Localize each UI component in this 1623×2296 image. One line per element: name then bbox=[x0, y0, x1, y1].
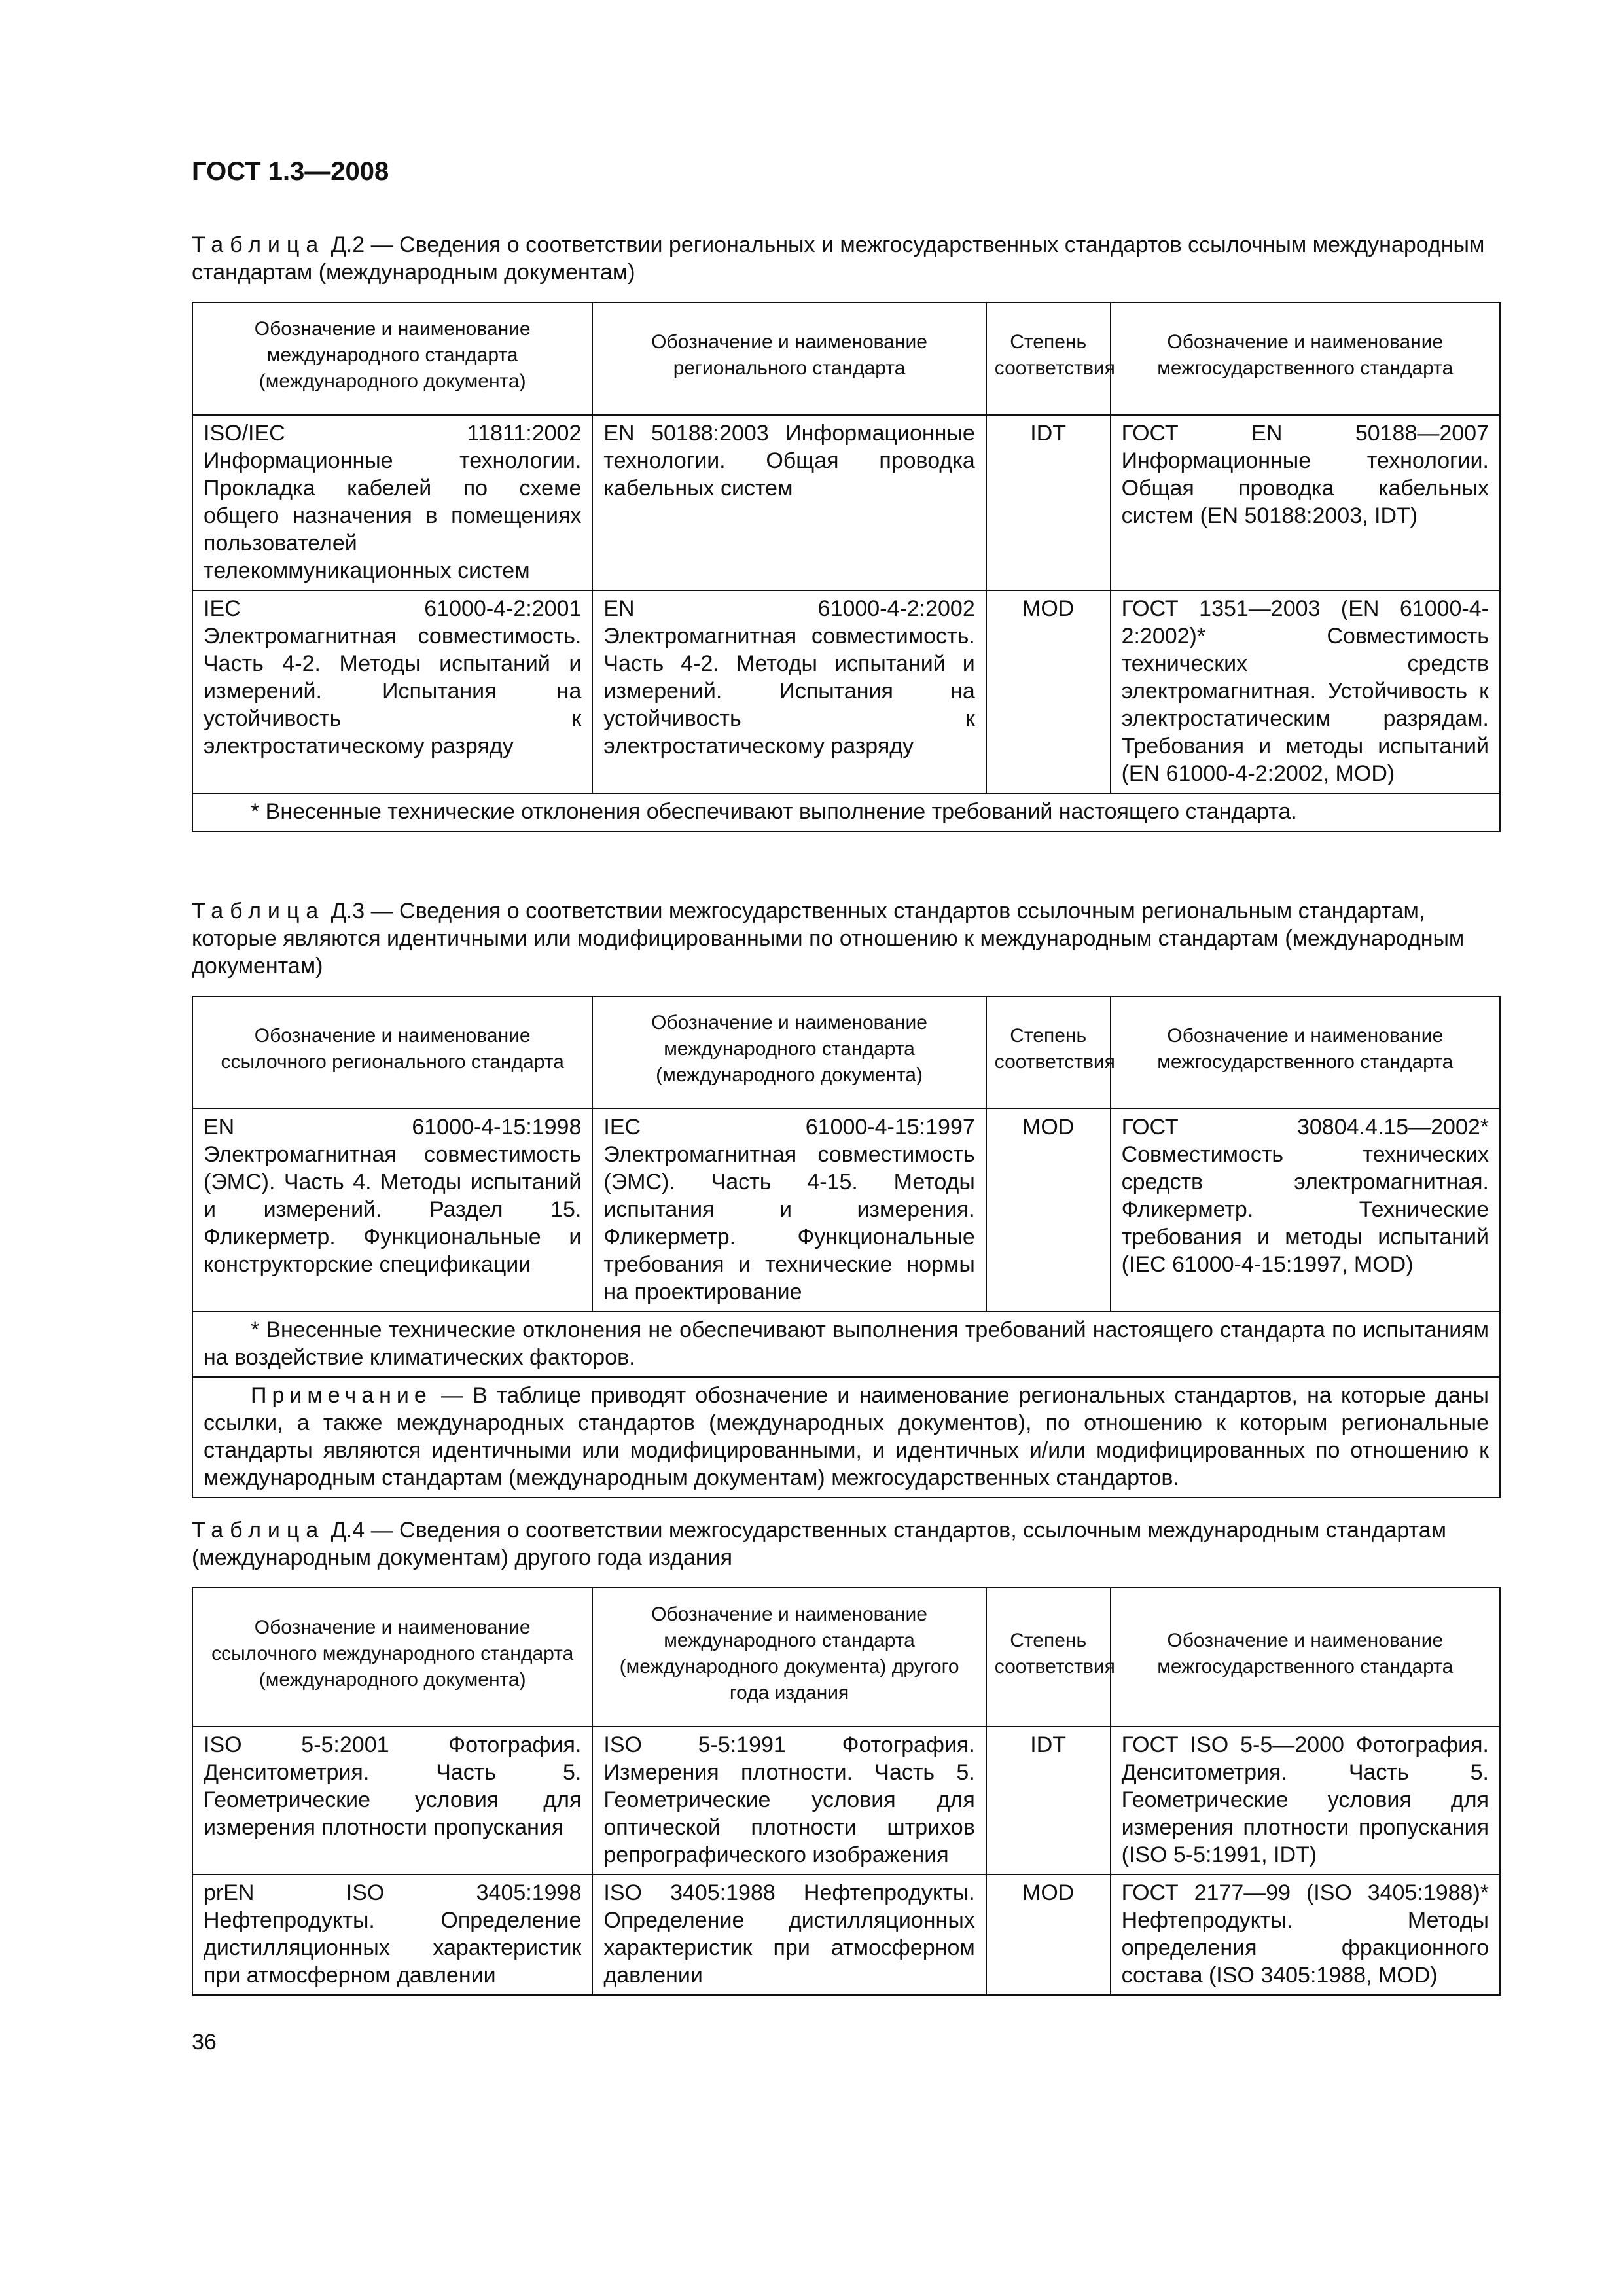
table-cell: ГОСТ 1351—2003 (EN 61000-4-2:2002)* Совместимость технических средств электромагнитная. Устойчивость к электростатическим разрядам. Требования и методы испытаний (EN 61000-4-2:2002, MOD) bbox=[1111, 590, 1500, 793]
table-row bbox=[192, 590, 1500, 793]
table-cell: ISO/IEC 11811:2002 Информационные технологии. Прокладка кабелей по схеме общего назначения в помещениях пользователей телекоммуникационных систем bbox=[192, 415, 592, 590]
column-header: Обозначение и наименование международного стандарта (международного документа) другого года издания bbox=[592, 1588, 986, 1727]
table-cell: IDT bbox=[986, 1727, 1111, 1874]
column-header: Обозначение и наименование межгосударственного стандарта bbox=[1111, 302, 1500, 415]
table-cell: ГОСТ EN 50188—2007 Информационные технологии. Общая проводка кабельных систем (EN 50188:2003, IDT) bbox=[1111, 415, 1500, 590]
column-header: Обозначение и наименование межгосударственного стандарта bbox=[1111, 1588, 1500, 1727]
note-text: — В таблице приводят обозначение и наименование региональных стандартов, на которые даны ссылки, а также международных стандартов (международных документов), по отношению к которым региональные стандарты являются идентичными или модифицированными, и идентичных и/или модифицированных по отношению к международным стандартам (международным документам) межгосударственных стандартов. bbox=[204, 1383, 1489, 1490]
table-label: Таблица bbox=[192, 899, 325, 924]
column-header: Обозначение и наименование регионального стандарта bbox=[592, 302, 986, 415]
table-cell: ISO 5-5:2001 Фотография. Денситометрия. Часть 5. Геометрические условия для измерения плотности пропускания bbox=[192, 1727, 592, 1874]
table-note bbox=[192, 1377, 1500, 1498]
column-header: Степень соответствия bbox=[986, 302, 1111, 415]
table-caption-text: Д.3 — Сведения о соответствии межгосударственных стандартов ссылочным региональным стандартам, которые являются идентичными или модифицированными по отношению к международным стандартам (международным документам) bbox=[192, 899, 1465, 978]
table-footnote: * Внесенные технические отклонения обеспечивают выполнение требований настоящего стандарта. bbox=[192, 793, 1500, 831]
column-header: Обозначение и наименование международного стандарта (международного документа) bbox=[192, 302, 592, 415]
table-cell: ГОСТ ISO 5-5—2000 Фотография. Денситометрия. Часть 5. Геометрические условия для измерения плотности пропускания (ISO 5-5:1991, IDT) bbox=[1111, 1727, 1500, 1874]
table-caption-text: Д.4 — Сведения о соответствии межгосударственных стандартов, ссылочным международным стандартам (международным документам) другого года издания bbox=[192, 1518, 1447, 1570]
table-header-row bbox=[192, 302, 1500, 415]
table-label: Таблица bbox=[192, 1518, 325, 1543]
table-footnote-row bbox=[192, 1312, 1500, 1377]
table-cell: ISO 3405:1988 Нефтепродукты. Определение дистилляционных характеристик при атмосферном давлении bbox=[592, 1874, 986, 1995]
table-cell: IEC 61000-4-2:2001 Электромагнитная совместимость. Часть 4-2. Методы испытаний и измерений. Испытания на устойчивость к электростатическому разряду bbox=[192, 590, 592, 793]
table-cell: prEN ISO 3405:1998 Нефтепродукты. Определение дистилляционных характеристик при атмосферном давлении bbox=[192, 1874, 592, 1995]
table-cell: IEC 61000-4-15:1997 Электромагнитная совместимость (ЭМС). Часть 4-15. Методы испытания и измерения. Фликерметр. Функциональные требования и технические нормы на проектирование bbox=[592, 1109, 986, 1312]
table-row bbox=[192, 1727, 1500, 1874]
table-header-row bbox=[192, 1588, 1500, 1727]
table-d4 bbox=[192, 1587, 1501, 1996]
table-header-row bbox=[192, 996, 1500, 1109]
column-header: Степень соответствия bbox=[986, 1588, 1111, 1727]
table-caption-text: Д.2 — Сведения о соответствии региональных и межгосударственных стандартов ссылочным международным стандартам (международным документам) bbox=[192, 232, 1485, 285]
note-label: Примечание bbox=[251, 1383, 432, 1408]
table-d4-caption bbox=[192, 1516, 1501, 1571]
table-cell: ISO 5-5:1991 Фотография. Измерения плотности. Часть 5. Геометрические условия для оптической плотности штрихов репрографического изображения bbox=[592, 1727, 986, 1874]
column-header: Обозначение и наименование ссылочного регионального стандарта bbox=[192, 996, 592, 1109]
table-cell: EN 50188:2003 Информационные технологии. Общая проводка кабельных систем bbox=[592, 415, 986, 590]
column-header: Степень соответствия bbox=[986, 996, 1111, 1109]
table-row bbox=[192, 1874, 1500, 1995]
table-cell: ГОСТ 2177—99 (ISO 3405:1988)* Нефтепродукты. Методы определения фракционного состава (ISO 3405:1988, MOD) bbox=[1111, 1874, 1500, 1995]
column-header: Обозначение и наименование межгосударственного стандарта bbox=[1111, 996, 1500, 1109]
table-d3-caption bbox=[192, 897, 1501, 980]
table-label: Таблица bbox=[192, 232, 325, 257]
table-cell: EN 61000-4-15:1998 Электромагнитная совместимость (ЭМС). Часть 4. Методы испытаний и измерений. Раздел 15. Фликерметр. Функциональные и конструкторские спецификации bbox=[192, 1109, 592, 1312]
page-number: 36 bbox=[192, 2030, 217, 2054]
table-footnote-row bbox=[192, 793, 1500, 831]
table-d2 bbox=[192, 302, 1501, 832]
table-row bbox=[192, 1109, 1500, 1312]
table-cell: MOD bbox=[986, 590, 1111, 793]
table-note-row bbox=[192, 1377, 1500, 1498]
document-header: ГОСТ 1.3—2008 bbox=[192, 157, 389, 186]
table-cell: MOD bbox=[986, 1874, 1111, 1995]
column-header: Обозначение и наименование ссылочного международного стандарта (международного документа) bbox=[192, 1588, 592, 1727]
table-cell: ГОСТ 30804.4.15—2002* Совместимость технических средств электромагнитная. Фликерметр. Технические требования и методы испытаний (IEC 61000-4-15:1997, MOD) bbox=[1111, 1109, 1500, 1312]
table-d3 bbox=[192, 996, 1501, 1498]
column-header: Обозначение и наименование международного стандарта (международного документа) bbox=[592, 996, 986, 1109]
table-cell: EN 61000-4-2:2002 Электромагнитная совместимость. Часть 4-2. Методы испытаний и измерений. Испытания на устойчивость к электростатическому разряду bbox=[592, 590, 986, 793]
document-page bbox=[192, 157, 1501, 2055]
table-d2-caption bbox=[192, 231, 1501, 286]
table-cell: MOD bbox=[986, 1109, 1111, 1312]
table-footnote: * Внесенные технические отклонения не обеспечивают выполнения требований настоящего стандарта по испытаниям на воздействие климатических факторов. bbox=[192, 1312, 1500, 1377]
table-cell: IDT bbox=[986, 415, 1111, 590]
table-row bbox=[192, 415, 1500, 590]
